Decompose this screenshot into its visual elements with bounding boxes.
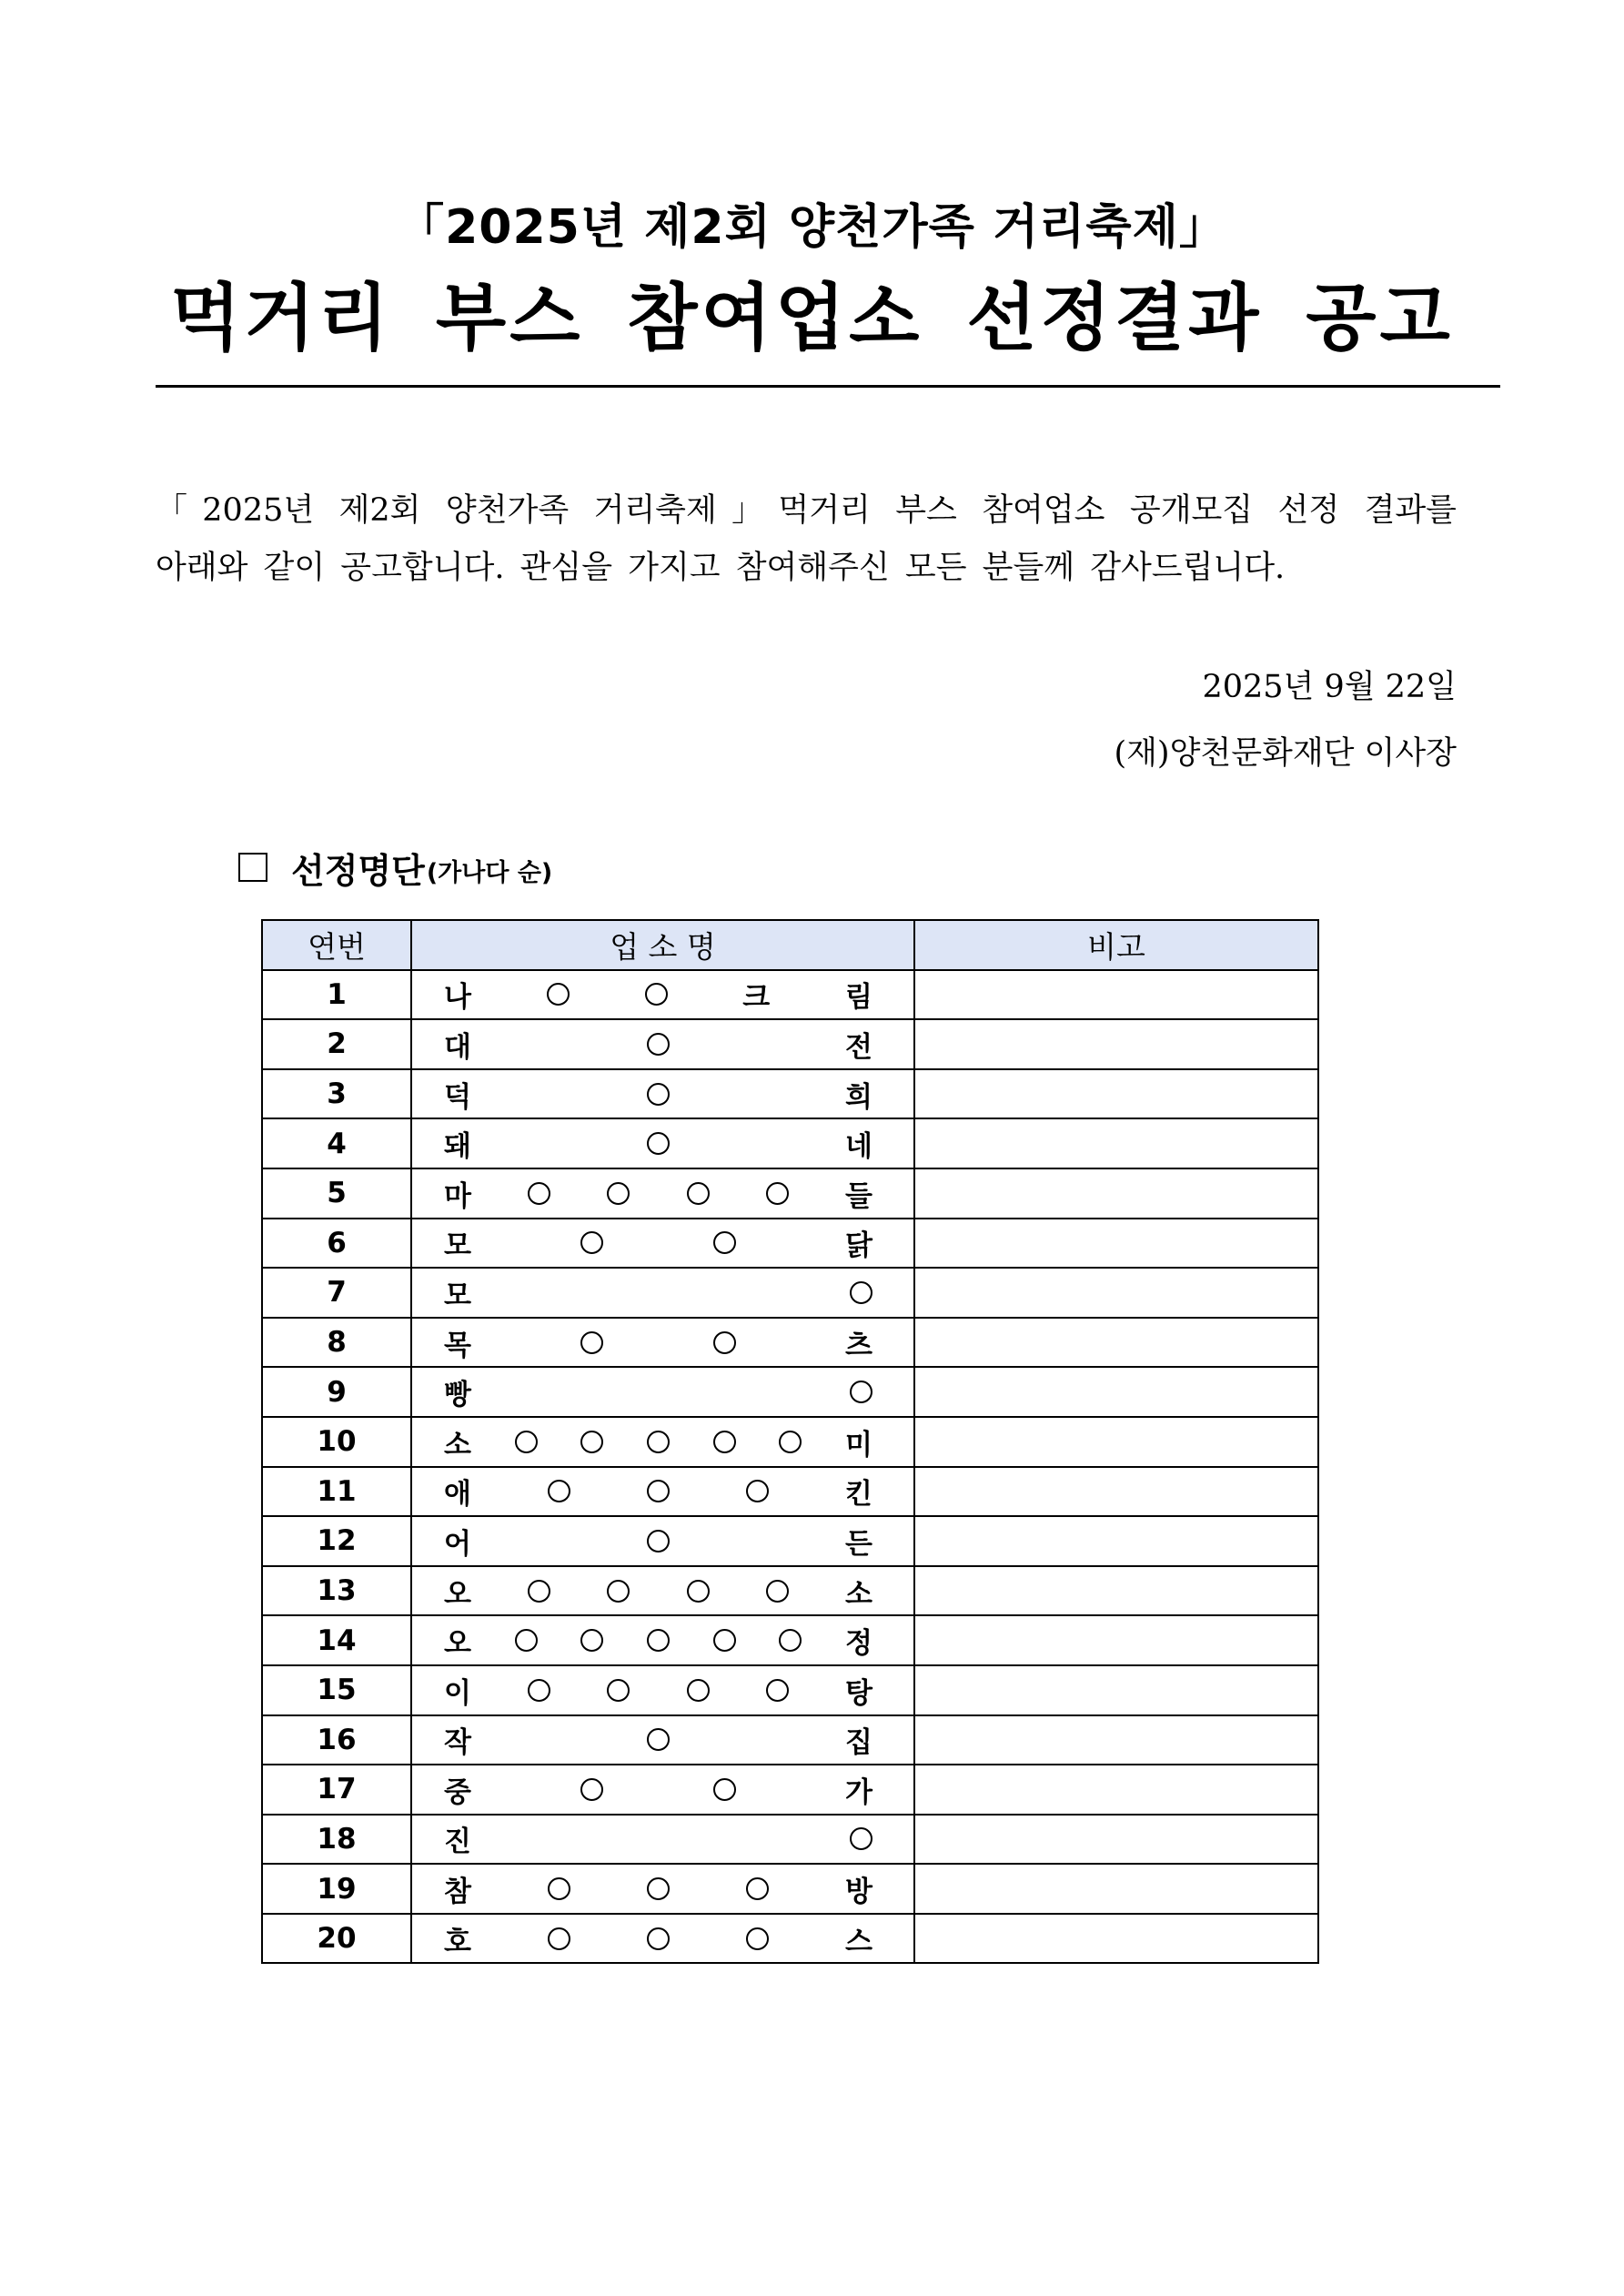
name-character: 탕: [845, 1676, 873, 1710]
business-name: [411, 1615, 914, 1665]
row-number: 18: [262, 1815, 411, 1865]
name-character: 미: [844, 1428, 873, 1462]
name-character: 덕: [444, 1080, 471, 1114]
row-number: 8: [262, 1318, 411, 1368]
table-row: [262, 1815, 1318, 1865]
notice-title-line1: 「2025년 제2회 양천가족 거리축제」: [397, 200, 1227, 255]
notice-title-line2: 먹거리 부스 참여업소 선정결과 공고: [170, 276, 1454, 360]
name-character: 소: [845, 1577, 873, 1611]
business-name: [411, 1815, 914, 1865]
table-row: [262, 1069, 1318, 1119]
masked-char-circle-icon: [687, 1580, 710, 1603]
name-character: 모: [444, 1279, 471, 1312]
row-remark: [914, 1367, 1318, 1417]
masked-char-circle-icon: [713, 1629, 736, 1652]
masked-char-circle-icon: [607, 1182, 630, 1205]
selection-table: [261, 919, 1319, 1964]
masked-char-circle-icon: [713, 1431, 736, 1453]
name-character: 진: [444, 1826, 471, 1859]
name-character: 작: [444, 1726, 471, 1760]
masked-char-circle-icon: [528, 1679, 550, 1702]
business-name: [411, 1219, 914, 1269]
row-remark: [914, 1815, 1318, 1865]
business-name: [411, 1318, 914, 1368]
name-character: 모: [444, 1229, 471, 1263]
row-number: 10: [262, 1417, 411, 1467]
row-number: 16: [262, 1715, 411, 1765]
row-number: 3: [262, 1069, 411, 1119]
table-body: [262, 970, 1318, 1964]
masked-char-circle-icon: [580, 1629, 603, 1652]
row-number: 14: [262, 1615, 411, 1665]
masked-char-circle-icon: [687, 1679, 710, 1702]
masked-char-circle-icon: [647, 1033, 670, 1056]
name-character: 어: [444, 1527, 471, 1561]
notice-issuer: (재)양천문화재단 이사장: [1114, 735, 1457, 772]
section-heading-title: 선정명단: [291, 850, 425, 891]
row-number: 13: [262, 1566, 411, 1616]
table-row: [262, 1715, 1318, 1765]
masked-char-circle-icon: [548, 1927, 570, 1950]
masked-char-circle-icon: [515, 1629, 538, 1652]
header-remark: 비고: [914, 920, 1318, 970]
business-name: [411, 1467, 914, 1517]
table-row: [262, 1367, 1318, 1417]
masked-char-circle-icon: [580, 1231, 603, 1254]
name-character: 나: [444, 981, 471, 1015]
table-row: [262, 1268, 1318, 1318]
row-number: 17: [262, 1765, 411, 1815]
name-character: 호: [444, 1925, 471, 1958]
name-character: 전: [845, 1030, 873, 1064]
business-name: [411, 1864, 914, 1914]
masked-char-circle-icon: [746, 1877, 769, 1900]
row-remark: [914, 1118, 1318, 1168]
masked-char-circle-icon: [713, 1778, 736, 1801]
business-name: [411, 1566, 914, 1616]
name-character: 소: [444, 1428, 471, 1462]
masked-char-circle-icon: [548, 1480, 570, 1502]
masked-char-circle-icon: [713, 1231, 736, 1254]
title-divider: [156, 385, 1500, 388]
header-number: 연번: [262, 920, 411, 970]
name-character: 가: [845, 1775, 873, 1809]
business-name: [411, 1765, 914, 1815]
business-name: [411, 1367, 914, 1417]
section-heading-note: (가나다 순): [426, 858, 553, 887]
square-bullet-icon: [238, 853, 267, 882]
masked-char-circle-icon: [548, 1877, 570, 1900]
name-character: 마: [444, 1179, 471, 1213]
row-number: 1: [262, 970, 411, 1020]
name-character: 정: [844, 1627, 873, 1661]
business-name: [411, 1665, 914, 1715]
intro-line-2: 아래와 같이 공고합니다. 관심을 가지고 참여해주신 모든 분들께 감사드립니다.: [156, 550, 1286, 586]
row-number: 7: [262, 1268, 411, 1318]
business-name: [411, 1914, 914, 1964]
row-remark: [914, 1219, 1318, 1269]
masked-char-circle-icon: [766, 1580, 789, 1603]
masked-char-circle-icon: [580, 1778, 603, 1801]
masked-char-circle-icon: [687, 1182, 710, 1205]
row-remark: [914, 1268, 1318, 1318]
name-character: 스: [845, 1925, 873, 1958]
table-row: [262, 1219, 1318, 1269]
masked-char-circle-icon: [746, 1927, 769, 1950]
row-remark: [914, 1318, 1318, 1368]
masked-char-circle-icon: [647, 1629, 670, 1652]
row-number: 12: [262, 1516, 411, 1566]
masked-char-circle-icon: [580, 1331, 603, 1354]
name-character: 이: [444, 1676, 471, 1710]
row-remark: [914, 1665, 1318, 1715]
table-row: [262, 1318, 1318, 1368]
table-row: [262, 1516, 1318, 1566]
masked-char-circle-icon: [647, 1530, 670, 1553]
masked-char-circle-icon: [850, 1281, 873, 1304]
business-name: [411, 1268, 914, 1318]
row-remark: [914, 1467, 1318, 1517]
name-character: 중: [444, 1775, 471, 1809]
row-remark: [914, 1168, 1318, 1219]
business-name: [411, 970, 914, 1020]
masked-char-circle-icon: [850, 1381, 873, 1403]
masked-char-circle-icon: [515, 1431, 538, 1453]
masked-char-circle-icon: [547, 983, 570, 1006]
row-number: 20: [262, 1914, 411, 1964]
name-character: 돼: [444, 1130, 471, 1164]
row-remark: [914, 1864, 1318, 1914]
name-character: 든: [845, 1527, 873, 1561]
row-number: 2: [262, 1019, 411, 1069]
masked-char-circle-icon: [645, 983, 668, 1006]
name-character: 희: [845, 1080, 873, 1114]
name-character: 목: [444, 1329, 471, 1362]
masked-char-circle-icon: [607, 1580, 630, 1603]
intro-paragraph: [156, 482, 1457, 597]
section-heading: [238, 842, 552, 893]
table-header-row: [262, 920, 1318, 970]
row-remark: [914, 1765, 1318, 1815]
name-character: 츠: [845, 1329, 873, 1362]
masked-char-circle-icon: [766, 1679, 789, 1702]
table-row: [262, 1914, 1318, 1964]
header-business-name: 업 소 명: [411, 920, 914, 970]
row-number: 15: [262, 1665, 411, 1715]
masked-char-circle-icon: [766, 1182, 789, 1205]
masked-char-circle-icon: [647, 1877, 670, 1900]
business-name: [411, 1168, 914, 1219]
masked-char-circle-icon: [850, 1827, 873, 1850]
row-remark: [914, 1566, 1318, 1616]
masked-char-circle-icon: [580, 1431, 603, 1453]
table-row: [262, 1467, 1318, 1517]
business-name: [411, 1019, 914, 1069]
name-character: 대: [444, 1030, 471, 1064]
table-row: [262, 1864, 1318, 1914]
row-number: 5: [262, 1168, 411, 1219]
name-character: 애: [444, 1478, 471, 1512]
name-character: 빵: [444, 1379, 471, 1412]
masked-char-circle-icon: [713, 1331, 736, 1354]
business-name: [411, 1516, 914, 1566]
masked-char-circle-icon: [779, 1629, 802, 1652]
table-row: [262, 1118, 1318, 1168]
row-number: 11: [262, 1467, 411, 1517]
masked-char-circle-icon: [647, 1728, 670, 1751]
masked-char-circle-icon: [647, 1132, 670, 1155]
masked-char-circle-icon: [607, 1679, 630, 1702]
business-name: [411, 1069, 914, 1119]
masked-char-circle-icon: [528, 1182, 550, 1205]
row-remark: [914, 1715, 1318, 1765]
row-number: 19: [262, 1864, 411, 1914]
row-remark: [914, 1914, 1318, 1964]
row-remark: [914, 970, 1318, 1020]
row-number: 9: [262, 1367, 411, 1417]
masked-char-circle-icon: [746, 1480, 769, 1502]
business-name: [411, 1715, 914, 1765]
row-number: 6: [262, 1219, 411, 1269]
masked-char-circle-icon: [779, 1431, 802, 1453]
name-character: 킨: [845, 1478, 873, 1512]
business-name: [411, 1118, 914, 1168]
table-row: [262, 1765, 1318, 1815]
masked-char-circle-icon: [647, 1927, 670, 1950]
name-character: 오: [444, 1577, 471, 1611]
name-character: 림: [845, 981, 873, 1015]
table-row: [262, 1665, 1318, 1715]
business-name: [411, 1417, 914, 1467]
masked-char-circle-icon: [528, 1580, 550, 1603]
row-remark: [914, 1417, 1318, 1467]
name-character: 들: [845, 1179, 873, 1213]
row-remark: [914, 1069, 1318, 1119]
name-character: 네: [845, 1130, 873, 1164]
intro-line-1: 「2025년 제2회 양천가족 거리축제」먹거리 부스 참여업소 공개모집 선정 결과를: [156, 492, 1457, 529]
name-character: 닭: [845, 1229, 873, 1263]
name-character: 크: [742, 981, 771, 1015]
row-number: 4: [262, 1118, 411, 1168]
masked-char-circle-icon: [647, 1431, 670, 1453]
row-remark: [914, 1615, 1318, 1665]
table-row: [262, 970, 1318, 1020]
table-row: [262, 1168, 1318, 1219]
row-remark: [914, 1019, 1318, 1069]
name-character: 오: [444, 1627, 471, 1661]
name-character: 참: [444, 1876, 471, 1909]
table-row: [262, 1566, 1318, 1616]
table-row: [262, 1417, 1318, 1467]
table-row: [262, 1615, 1318, 1665]
masked-char-circle-icon: [647, 1083, 670, 1106]
notice-date: 2025년 9월 22일: [1202, 669, 1457, 705]
masked-char-circle-icon: [647, 1480, 670, 1502]
name-character: 집: [845, 1726, 873, 1760]
table-row: [262, 1019, 1318, 1069]
name-character: 방: [845, 1876, 873, 1909]
row-remark: [914, 1516, 1318, 1566]
